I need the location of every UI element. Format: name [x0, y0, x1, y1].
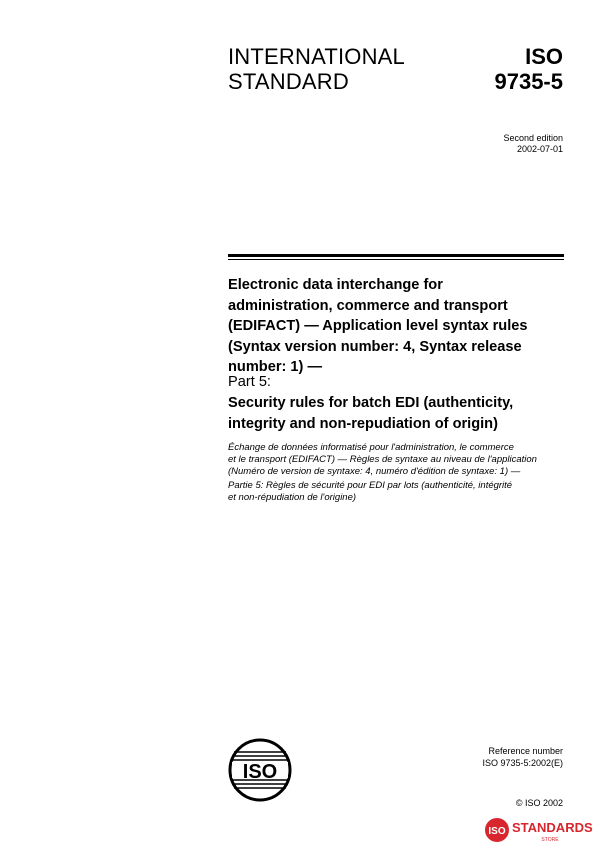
reference-label: Reference number [488, 746, 563, 756]
french-title-line: Échange de données informatisé pour l'administration, le commerce [228, 442, 514, 453]
main-title-line: administration, commerce and transport [228, 297, 508, 314]
title-divider-thin [228, 259, 564, 260]
reference-number: ISO 9735-5:2002(E) [482, 758, 563, 768]
iso-logo-text: ISO [242, 761, 278, 783]
title-divider-thick [228, 254, 564, 257]
reference-block [482, 745, 563, 769]
part-title-line: integrity and non-repudiation of origin) [228, 415, 498, 432]
part-title-line: Security rules for batch EDI (authenticity, [228, 395, 514, 411]
document-type [228, 44, 405, 94]
store-badge-subtext: STORE [541, 837, 559, 843]
standard-prefix: ISO [525, 44, 563, 69]
part-label: Part 5: [228, 374, 271, 390]
document-type-line-1: INTERNATIONAL [228, 44, 405, 69]
edition-info [503, 133, 563, 155]
iso-standards-store-badge[interactable] [484, 815, 596, 845]
edition-date: 2002-07-01 [516, 144, 563, 154]
part-title [228, 393, 568, 434]
french-title-line: et le transport (EDIFACT) — Règles de syntaxe au niveau de l'application [228, 454, 537, 465]
main-title-line: (EDIFACT) — Application level syntax rules [228, 318, 528, 334]
french-title-line: (Numéro de version de syntaxe: 4, numéro d'édition de syntaxe: 1) — [228, 466, 521, 477]
french-part-line: et non-répudiation de l'origine) [228, 492, 357, 503]
store-logo-text: ISO [488, 826, 506, 837]
document-type-line-2: STANDARD [228, 69, 349, 94]
main-title-line: Electronic data interchange for [228, 277, 443, 293]
store-badge-text: STANDARDS [512, 820, 593, 835]
store-logo-icon [485, 818, 509, 842]
french-part-title [228, 480, 568, 504]
standard-identifier [494, 44, 563, 94]
iso-logo-icon [228, 738, 292, 802]
main-title-line: number: 1) — [228, 359, 323, 375]
copyright: © ISO 2002 [515, 798, 563, 808]
main-title-line: (Syntax version number: 4, Syntax release [228, 338, 522, 355]
french-part-line: Partie 5: Règles de sécurité pour EDI par lots (authenticité, intégrité [228, 480, 513, 491]
french-title [228, 442, 568, 478]
edition-label: Second edition [503, 133, 563, 143]
standard-number: 9735-5 [494, 69, 563, 94]
main-title [228, 275, 568, 378]
